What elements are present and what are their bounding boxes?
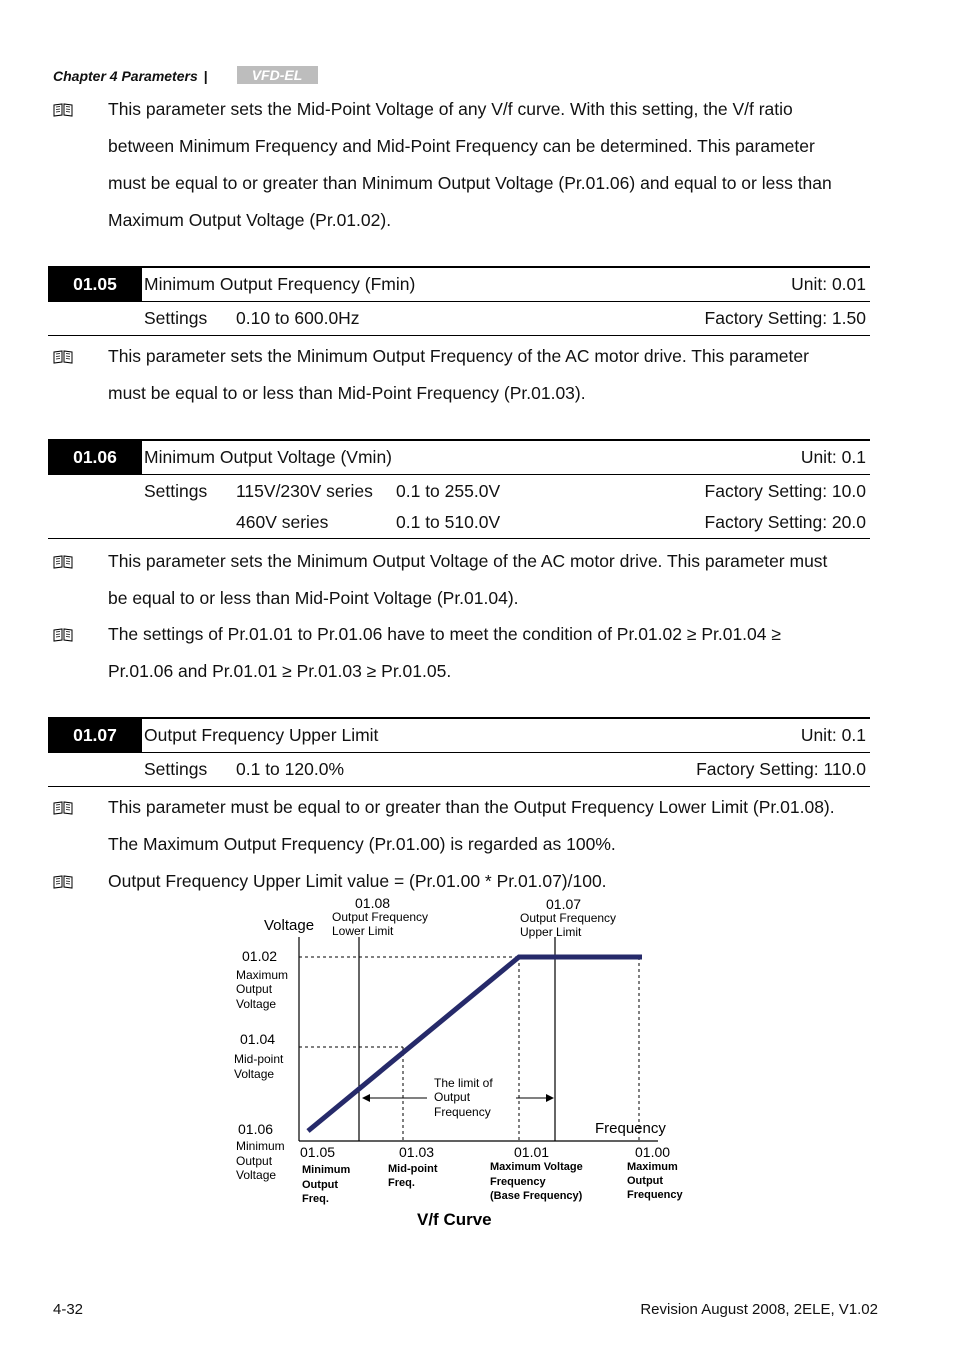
logo-text: VFD-EL xyxy=(251,67,303,83)
y-axis-label: Voltage xyxy=(264,917,315,934)
top-label-code: 01.07 xyxy=(546,896,582,912)
top-label-desc: Lower Limit xyxy=(332,924,394,938)
settings-range: 0.1 to 510.0V xyxy=(396,512,501,532)
text-line: The Maximum Output Frequency (Pr.01.00) is regarded as 100%. xyxy=(108,834,616,854)
y-label-code: 01.06 xyxy=(238,1121,274,1137)
param-id: 01.05 xyxy=(48,268,142,301)
x-label-desc: Maximum Voltage xyxy=(490,1161,583,1173)
x-axis-label: Frequency xyxy=(595,1120,666,1137)
settings-series: 460V series xyxy=(236,512,329,532)
x-label-desc: Maximum xyxy=(627,1161,678,1173)
chapter-title: Chapter 4 Parameters xyxy=(53,68,198,84)
settings-label: Settings xyxy=(144,759,208,779)
text-line: between Minimum Frequency and Mid-Point Frequency can be determined. This parameter xyxy=(108,136,815,156)
header-separator: | xyxy=(203,68,208,84)
x-label-desc: Mid-point xyxy=(388,1163,438,1175)
text-line: Pr.01.06 and Pr.01.01 ≥ Pr.01.03 ≥ Pr.01.05. xyxy=(108,661,452,681)
page-number: 4-32 xyxy=(53,1301,84,1318)
factory-setting: Factory Setting: 110.0 xyxy=(696,759,866,779)
y-label-desc: Voltage xyxy=(236,1168,277,1182)
x-label-desc: Freq. xyxy=(302,1193,329,1205)
limit-note: Frequency xyxy=(434,1105,491,1119)
text-line: must be equal to or less than Mid-Point Frequency (Pr.01.03). xyxy=(108,383,586,403)
y-label-desc: Output xyxy=(236,1154,273,1168)
y-label-code: 01.02 xyxy=(242,948,278,964)
x-label-desc: Freq. xyxy=(388,1177,415,1189)
factory-setting: Factory Setting: 20.0 xyxy=(704,512,866,532)
param-name: Minimum Output Voltage (Vmin) xyxy=(144,447,393,467)
text-line: This parameter sets the Minimum Output Voltage of the AC motor drive. This parameter must xyxy=(108,551,828,571)
text-line: be equal to or less than Mid-Point Voltage (Pr.01.04). xyxy=(108,588,519,608)
x-label-desc: Frequency xyxy=(627,1189,683,1201)
y-label-desc: Minimum xyxy=(236,1139,285,1153)
top-label-desc: Upper Limit xyxy=(520,925,582,939)
arrow-head-right xyxy=(546,1094,554,1102)
text-line: Output Frequency Upper Limit value = (Pr.01.00 * Pr.01.07)/100. xyxy=(108,871,607,891)
factory-setting: Factory Setting: 10.0 xyxy=(704,481,866,501)
limit-note: Output xyxy=(434,1090,471,1104)
y-label-desc: Output xyxy=(236,982,273,996)
x-label-code: 01.03 xyxy=(399,1144,435,1160)
y-label-code: 01.04 xyxy=(240,1031,276,1047)
factory-setting: Factory Setting: 1.50 xyxy=(704,308,866,328)
settings-range: 0.10 to 600.0Hz xyxy=(236,308,360,328)
text-line: must be equal to or greater than Minimum Output Voltage (Pr.01.06) and equal to or less than xyxy=(108,173,832,193)
settings-label: Settings xyxy=(144,308,208,328)
top-label-desc: Output Frequency xyxy=(332,910,429,924)
settings-range: 0.1 to 120.0% xyxy=(236,759,344,779)
diagram-caption: V/f Curve xyxy=(417,1210,492,1229)
limit-note: The limit of xyxy=(434,1076,493,1090)
param-name: Minimum Output Frequency (Fmin) xyxy=(144,274,416,294)
x-label-code: 01.01 xyxy=(514,1144,550,1160)
x-label-code: 01.05 xyxy=(300,1144,336,1160)
x-label-desc: Output xyxy=(627,1175,664,1187)
settings-label: Settings xyxy=(144,481,208,501)
x-label-code: 01.00 xyxy=(635,1144,671,1160)
y-label-desc: Voltage xyxy=(234,1067,275,1081)
text-line: Maximum Output Voltage (Pr.01.02). xyxy=(108,210,392,230)
param-id: 01.06 xyxy=(48,441,142,474)
x-label-desc: Frequency xyxy=(490,1176,546,1188)
param-id: 01.07 xyxy=(48,719,142,752)
text-line: The settings of Pr.01.01 to Pr.01.06 have to meet the condition of Pr.01.02 ≥ Pr.01.04 ≥ xyxy=(108,624,781,644)
y-label-desc: Maximum xyxy=(236,968,289,982)
text-line: This parameter sets the Minimum Output Frequency of the AC motor drive. This parameter xyxy=(108,346,809,366)
settings-range: 0.1 to 255.0V xyxy=(396,481,501,501)
param-name: Output Frequency Upper Limit xyxy=(144,725,379,745)
arrow-head-left xyxy=(362,1094,370,1102)
y-label-desc: Voltage xyxy=(236,997,277,1011)
settings-series: 115V/230V series xyxy=(236,481,373,501)
revision-info: Revision August 2008, 2ELE, V1.02 xyxy=(640,1301,878,1318)
param-unit: Unit: 0.1 xyxy=(800,725,866,745)
y-label-desc: Mid-point xyxy=(234,1052,284,1066)
param-unit: Unit: 0.1 xyxy=(800,447,866,467)
x-label-desc: (Base Frequency) xyxy=(490,1190,583,1202)
x-label-desc: Output xyxy=(302,1179,339,1191)
param-unit: Unit: 0.01 xyxy=(791,274,866,294)
text-line: This parameter must be equal to or greater than the Output Frequency Lower Limit (Pr.01.08). xyxy=(108,797,835,817)
top-label-desc: Output Frequency xyxy=(520,911,617,925)
top-label-code: 01.08 xyxy=(355,895,391,911)
x-label-desc: Minimum xyxy=(302,1164,351,1176)
text-line: This parameter sets the Mid-Point Voltage of any V/f curve. With this setting, the V/f ratio xyxy=(108,99,793,119)
